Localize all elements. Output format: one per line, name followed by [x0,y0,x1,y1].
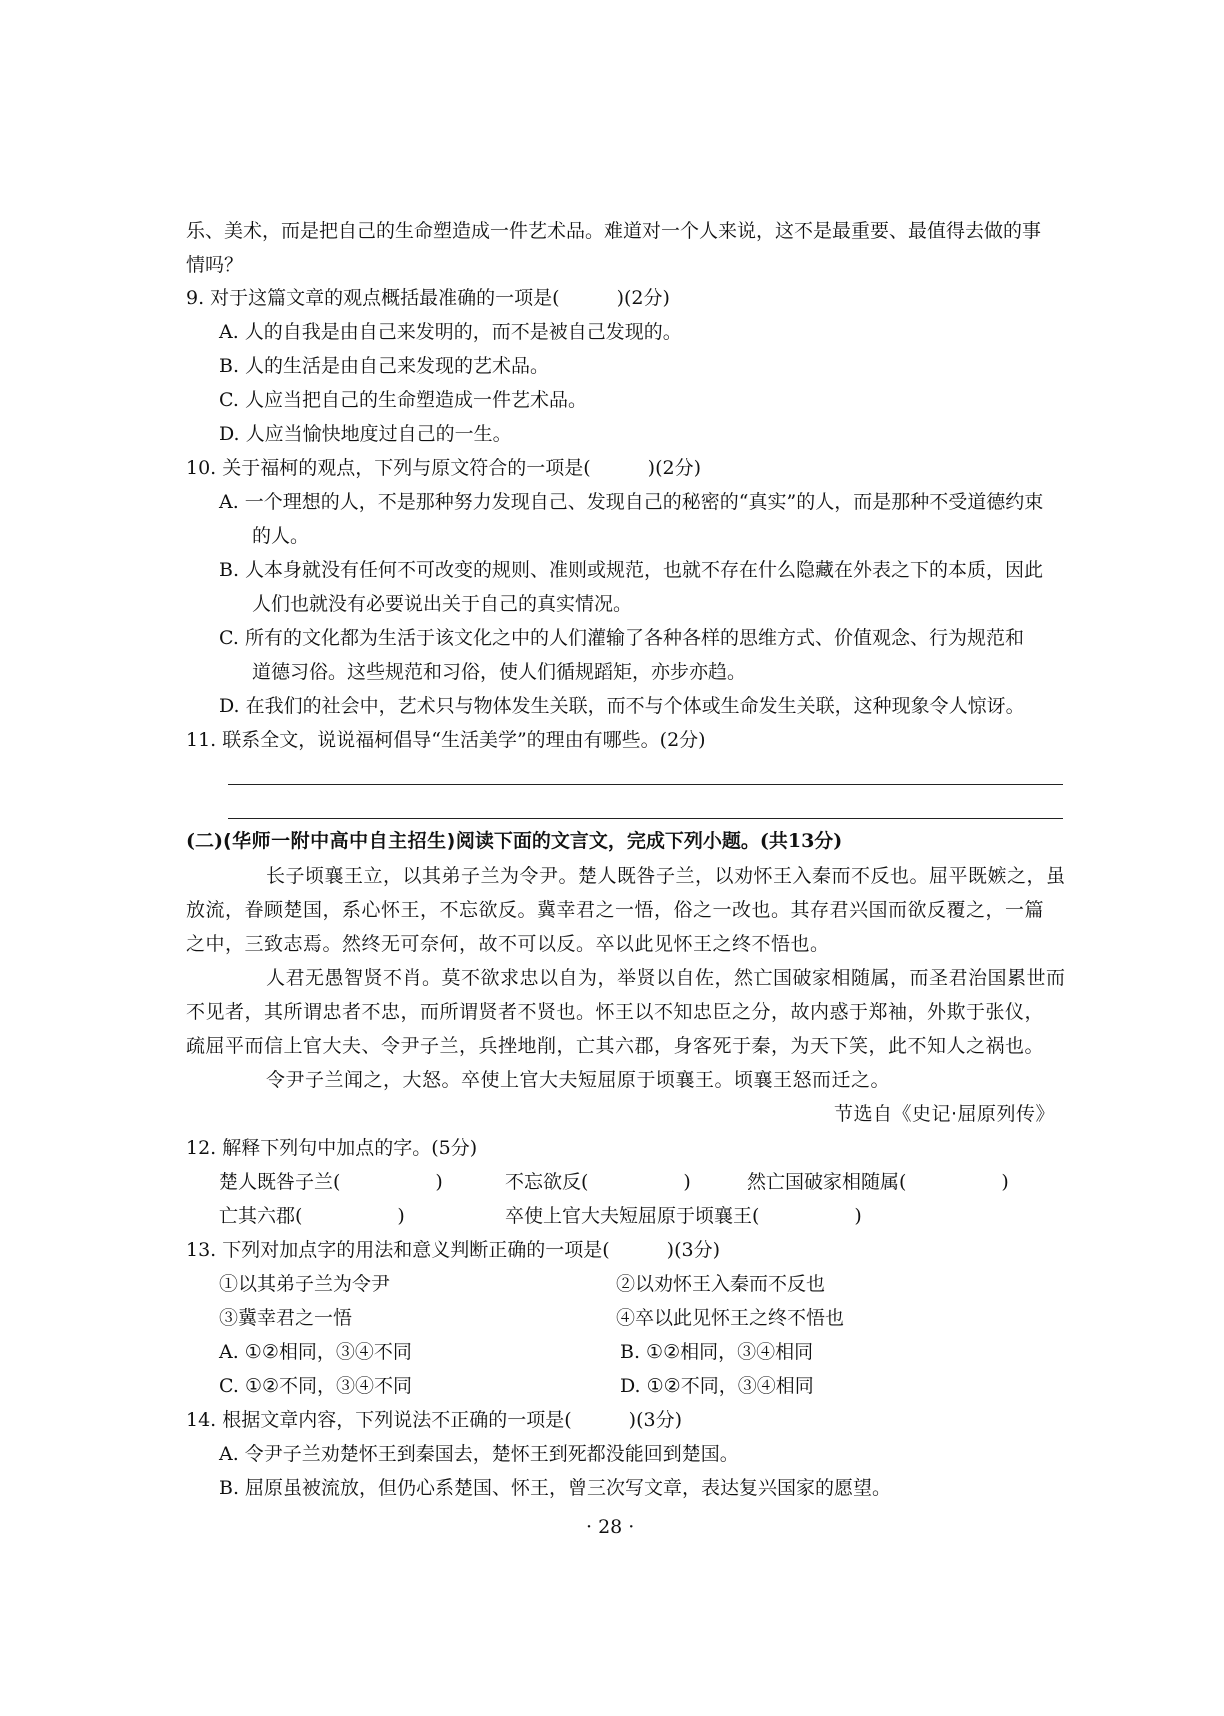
answer-line [228,784,1063,785]
q9-option-a: A. 人的自我是由自己来发明的，而不是被自己发现的。 [219,321,682,343]
q10-option-b: B. 人本身就没有任何不可改变的规则、准则或规范，也就不存在什么隐藏在外表之下的本质，因此 [219,559,1044,581]
q9-option-c: C. 人应当把自己的生命塑造成一件艺术品。 [219,389,587,411]
q10-option-c-cont: 道德习俗。这些规范和习俗，使人们循规蹈矩，亦步亦趋。 [252,661,747,683]
question-10-stem: 10. 关于福柯的观点，下列与原文符合的一项是( )(2分) [186,457,701,479]
q13-option-d: D. ①②不同，③④相同 [620,1375,814,1397]
page-number: · 28 · [586,1516,635,1538]
q13-sentence: ②以劝怀王入秦而不反也 [616,1273,826,1295]
q13-option-c: C. ①②不同，③④不同 [219,1375,413,1397]
classical-text-line: 令尹子兰闻之，大怒。卒使上官大夫短屈原于顷襄王。顷襄王怒而迁之。 [266,1069,891,1091]
passage-line: 情吗？ [186,254,244,276]
section-2-instruction: 阅读下面的文言文，完成下列小题。(共13分) [455,830,843,852]
q12-item: 然亡国破家相随属( ) [747,1171,1009,1193]
q12-item: 卒使上官大夫短屈原于顷襄王( ) [505,1205,862,1227]
q12-item: 楚人既咎子兰( ) [219,1171,443,1193]
q13-sentence: ①以其弟子兰为令尹 [219,1273,391,1295]
question-13-stem: 13. 下列对加点字的用法和意义判断正确的一项是( )(3分) [186,1239,720,1261]
question-11-stem: 11. 联系全文，说说福柯倡导“生活美学”的理由有哪些。(2分) [186,729,706,751]
classical-text-line: 疏屈平而信上官大夫、令尹子兰，兵挫地削，亡其六郡，身客死于秦，为天下笑，此不知人之祸也。 [186,1035,1045,1057]
question-14-stem: 14. 根据文章内容，下列说法不正确的一项是( )(3分) [186,1409,682,1431]
section-2-source: (华师一附中高中自主招生) [222,830,456,852]
q12-item: 亡其六郡( ) [219,1205,405,1227]
q13-sentence: ③冀幸君之一悟 [219,1307,353,1329]
q12-item: 不忘欲反( ) [505,1171,691,1193]
text-source-citation: 节选自《史记·屈原列传》 [834,1103,1056,1125]
q13-sentence: ④卒以此见怀王之终不悟也 [616,1307,845,1329]
q10-option-a: A. 一个理想的人，不是那种努力发现自己、发现自己的秘密的“真实”的人，而是那种不受道德约束 [219,491,1044,513]
section-2-number: (二) [186,830,223,852]
section-2-heading [186,829,842,853]
question-9-stem: 9. 对于这篇文章的观点概括最准确的一项是( )(2分) [186,287,670,309]
q14-option-b: B. 屈原虽被流放，但仍心系楚国、怀王，曾三次写文章，表达复兴国家的愿望。 [219,1477,892,1499]
passage-line: 乐、美术，而是把自己的生命塑造成一件艺术品。难道对一个人来说，这不是最重要、最值得去做的事 [186,220,1042,242]
answer-line [228,818,1063,819]
question-12-stem: 12. 解释下列句中加点的字。(5分) [186,1137,478,1159]
q13-option-b: B. ①②相同，③④相同 [620,1341,814,1363]
classical-text-line: 人君无愚智贤不肖。莫不欲求忠以自为，举贤以自佐，然亡国破家相随属，而圣君治国累世而 [266,967,1066,989]
classical-text-line: 长子顷襄王立，以其弟子兰为令尹。楚人既咎子兰，以劝怀王入秦而不反也。屈平既嫉之，虽 [266,865,1066,887]
q10-option-b-cont: 人们也就没有必要说出关于自己的真实情况。 [252,593,633,615]
classical-text-line: 之中，三致志焉。然终无可奈何，故不可以反。卒以此见怀王之终不悟也。 [186,933,830,955]
q9-option-b: B. 人的生活是由自己来发现的艺术品。 [219,355,550,377]
q14-option-a: A. 令尹子兰劝楚怀王到秦国去，楚怀王到死都没能回到楚国。 [219,1443,739,1465]
q9-option-d: D. 人应当愉快地度过自己的一生。 [219,423,512,445]
q13-option-a: A. ①②相同，③④不同 [219,1341,412,1363]
q10-option-c: C. 所有的文化都为生活于该文化之中的人们灌输了各种各样的思维方式、价值观念、行为规范和 [219,627,1024,649]
q10-option-d: D. 在我们的社会中，艺术只与物体发生关联，而不与个体或生命发生关联，这种现象令人惊讶。 [219,695,1025,717]
classical-text-line: 放流，眷顾楚国，系心怀王，不忘欲反。冀幸君之一悟，俗之一改也。其存君兴国而欲反覆之，一篇 [186,899,1045,921]
q10-option-a-cont: 的人。 [252,525,310,547]
classical-text-line: 不见者，其所谓忠者不忠，而所谓贤者不贤也。怀王以不知忠臣之分，故内惑于郑袖，外欺于张仪， [186,1001,1045,1023]
